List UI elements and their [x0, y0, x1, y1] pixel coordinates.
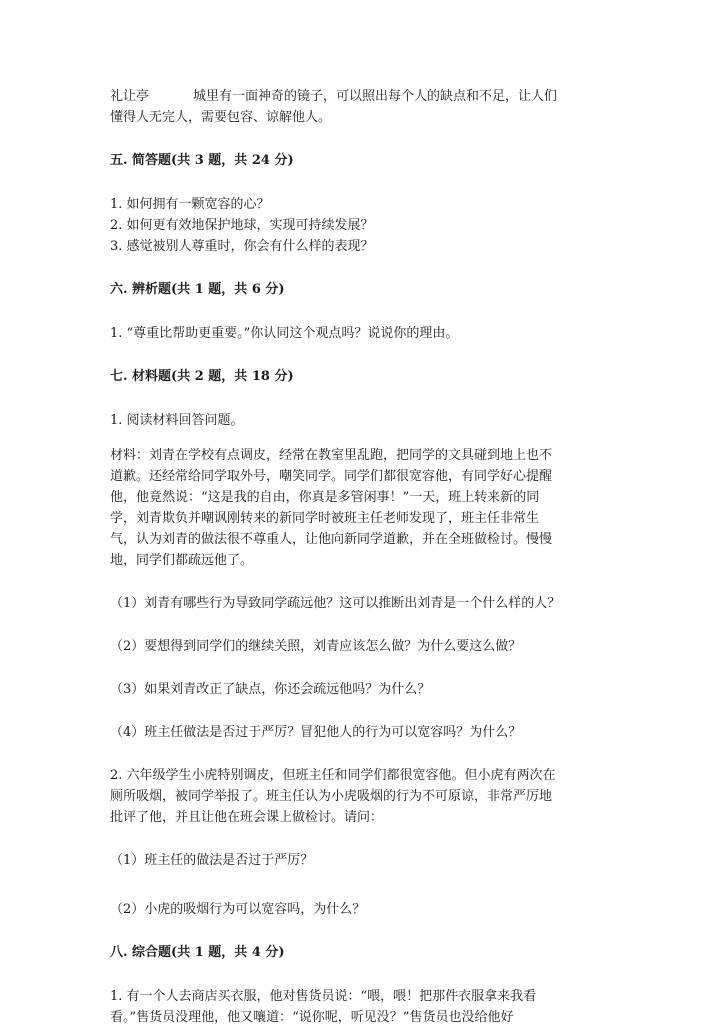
material-line: 材料：刘青在学校有点调皮，经常在教室里乱跑，把同学的文具碰到地上也不	[110, 448, 553, 463]
question-2-line: 批评了他，并且让他在班会课上做检讨。请问：	[110, 810, 384, 825]
question-8-line: 1. 有一个人去商店买衣服，他对售货员说：“喂，喂！把那件衣服拿来我看	[110, 989, 537, 1004]
section-5-heading: 五. 简答题(共 3 题，共 24 分)	[110, 153, 294, 168]
question-8-line: 看。”售货员没理他，他又嚷道：“说你呢，听见没？”售货员也没给他好	[110, 1010, 514, 1025]
sub-question: （1）班主任的做法是否过于严厉？	[110, 853, 314, 868]
material-line: 气，认为刘青的做法很不尊重人，让他向新同学道歉，并在全班做检讨。慢慢	[110, 532, 553, 547]
question-item: 1. “尊重比帮助更重要。”你认同这个观点吗？说说你的理由。	[110, 326, 459, 341]
question-title: 1. 阅读材料回答问题。	[110, 413, 244, 428]
question-2-line: 2. 六年级学生小虎特别调皮，但班主任和同学们都很宽容他。但小虎有两次在	[110, 768, 556, 783]
intro-line-2: 懂得人无完人，需要包容、谅解他人。	[110, 110, 332, 125]
intro-text: 城里有一面神奇的镜子，可以照出每个人的缺点和不足，让人们	[193, 89, 558, 104]
intro-word: 礼让亭	[110, 89, 150, 104]
section-7-heading: 七. 材料题(共 2 题，共 18 分)	[110, 369, 294, 384]
section-6-heading: 六. 辨析题(共 1 题，共 6 分)	[110, 282, 285, 297]
material-line: 学，刘青欺负并嘲讽刚转来的新同学时被班主任老师发现了，班主任非常生	[110, 511, 540, 526]
question-item: 1. 如何拥有一颗宽容的心？	[110, 197, 270, 212]
material-line: 他，他竟然说：“这是我的自由，你真是多管闲事！”一天，班上转来新的同	[110, 490, 540, 505]
document-page	[110, 86, 610, 1028]
sub-question: （2）要想得到同学们的继续关照，刘青应该怎么做？为什么要这么做？	[110, 639, 522, 654]
sub-question: （4）班主任做法是否过于严厉？冒犯他人的行为可以宽容吗？为什么？	[110, 725, 522, 740]
material-line: 地，同学们都疏远他了。	[110, 553, 254, 568]
question-item: 3. 感觉被别人尊重时，你会有什么样的表现？	[110, 239, 374, 254]
sub-question: （3）如果刘青改正了缺点，你还会疏远他吗？为什么？	[110, 682, 431, 697]
material-line: 道歉。还经常给同学取外号，嘲笑同学。同学们都很宽容他，有同学好心提醒	[110, 469, 553, 484]
question-2-line: 厕所吸烟，被同学举报了。班主任认为小虎吸烟的行为不可原谅，非常严厉地	[110, 789, 553, 804]
sub-question: （1）刘青有哪些行为导致同学疏远他？这可以推断出刘青是一个什么样的人？	[110, 596, 561, 611]
sub-question: （2）小虎的吸烟行为可以宽容吗，为什么？	[110, 902, 366, 917]
intro-line-1	[110, 86, 610, 107]
question-item: 2. 如何更有效地保护地球，实现可持续发展？	[110, 218, 374, 233]
section-8-heading: 八. 综合题(共 1 题，共 4 分)	[110, 945, 285, 960]
